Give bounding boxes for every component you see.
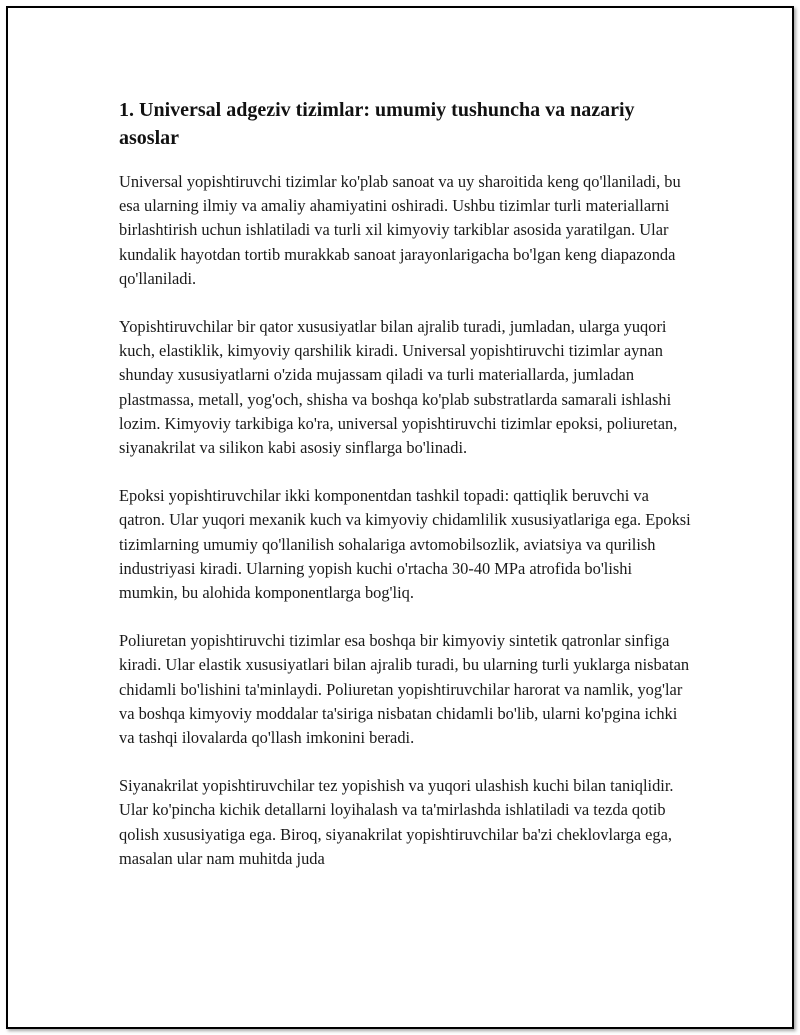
section-heading: 1. Universal adgeziv tizimlar: umumiy tushuncha va nazariy asoslar <box>119 99 635 149</box>
paragraph-properties: Yopishtiruvchilar bir qator xususiyatlar bilan ajralib turadi, jumladan, ularga yuqori kuch, elastiklik, kimyoviy qarshilik kiradi. Universal yopishtiruvchi tizimlar aynan shunday xususiyatlarni o'zida mujassam qiladi va turli materiallarda, jumladan plastmassa, metall, yog'och, shisha va boshqa ko'plab substratlarda samarali ishlashi lozim. Kimyoviy tarkibiga ko'ra, universal yopishtiruvchi tizimlar epoksi, poliuretan, siyanakrilat va silikon kabi asosiy sinflarga bo'linadi. <box>119 317 678 458</box>
paragraph-polyurethane: Poliuretan yopishtiruvchi tizimlar esa boshqa bir kimyoviy sintetik qatronlar sinfiga kiradi. Ular elastik xususiyatlari bilan ajralib turadi, bu ularning turli yuklarga nisbatan chidamli bo'lishini ta'minlaydi. Poliuretan yopishtiruvchilar harorat va namlik, yog'lar va boshqa kimyoviy moddalar ta'siriga nisbatan chidamli bo'lib, ularni ko'pgina ichki va tashqi ilovalarda qo'llash imkonini beradi. <box>119 631 690 748</box>
document-page <box>6 6 794 1029</box>
paragraph-epoxy: Epoksi yopishtiruvchilar ikki komponentdan tashkil topadi: qattiqlik beruvchi va qatron. Ular yuqori mexanik kuch va kimyoviy chidamlilik xususiyatlariga ega. Epoksi tizimlarning umumiy qo'llanilish sohalariga avtomobilsozlik, aviatsiya va qurilish industriyasi kiradi. Ularning yopish kuchi o'rtacha 30-40 MPa atrofida bo'lishi mumkin, bu alohida komponentlarga bog'liq. <box>119 486 691 603</box>
paragraph-intro: Universal yopishtiruvchi tizimlar ko'plab sanoat va uy sharoitida keng qo'llaniladi, bu esa ularning ilmiy va amaliy ahamiyatini oshiradi. Ushbu tizimlar turli materiallarni birlashtirish uchun ishlatiladi va turli xil kimyoviy tarkiblar asosida yaratilgan. Ular kundalik hayotdan tortib murakkab sanoat jarayonlarigacha bo'lgan keng diapazonda qo'llaniladi. <box>119 172 681 288</box>
paragraph-cyanoacrylate: Siyanakrilat yopishtiruvchilar tez yopishish va yuqori ulashish kuchi bilan taniqlidir. Ular ko'pincha kichik detallarni loyihalash va ta'mirlashda ishlatiladi va tezda qotib qolish xususiyatiga ega. Biroq, siyanakrilat yopishtiruvchilar ba'zi cheklovlarga ega, masalan ular nam muhitda juda <box>119 776 674 868</box>
document-body <box>119 96 691 895</box>
